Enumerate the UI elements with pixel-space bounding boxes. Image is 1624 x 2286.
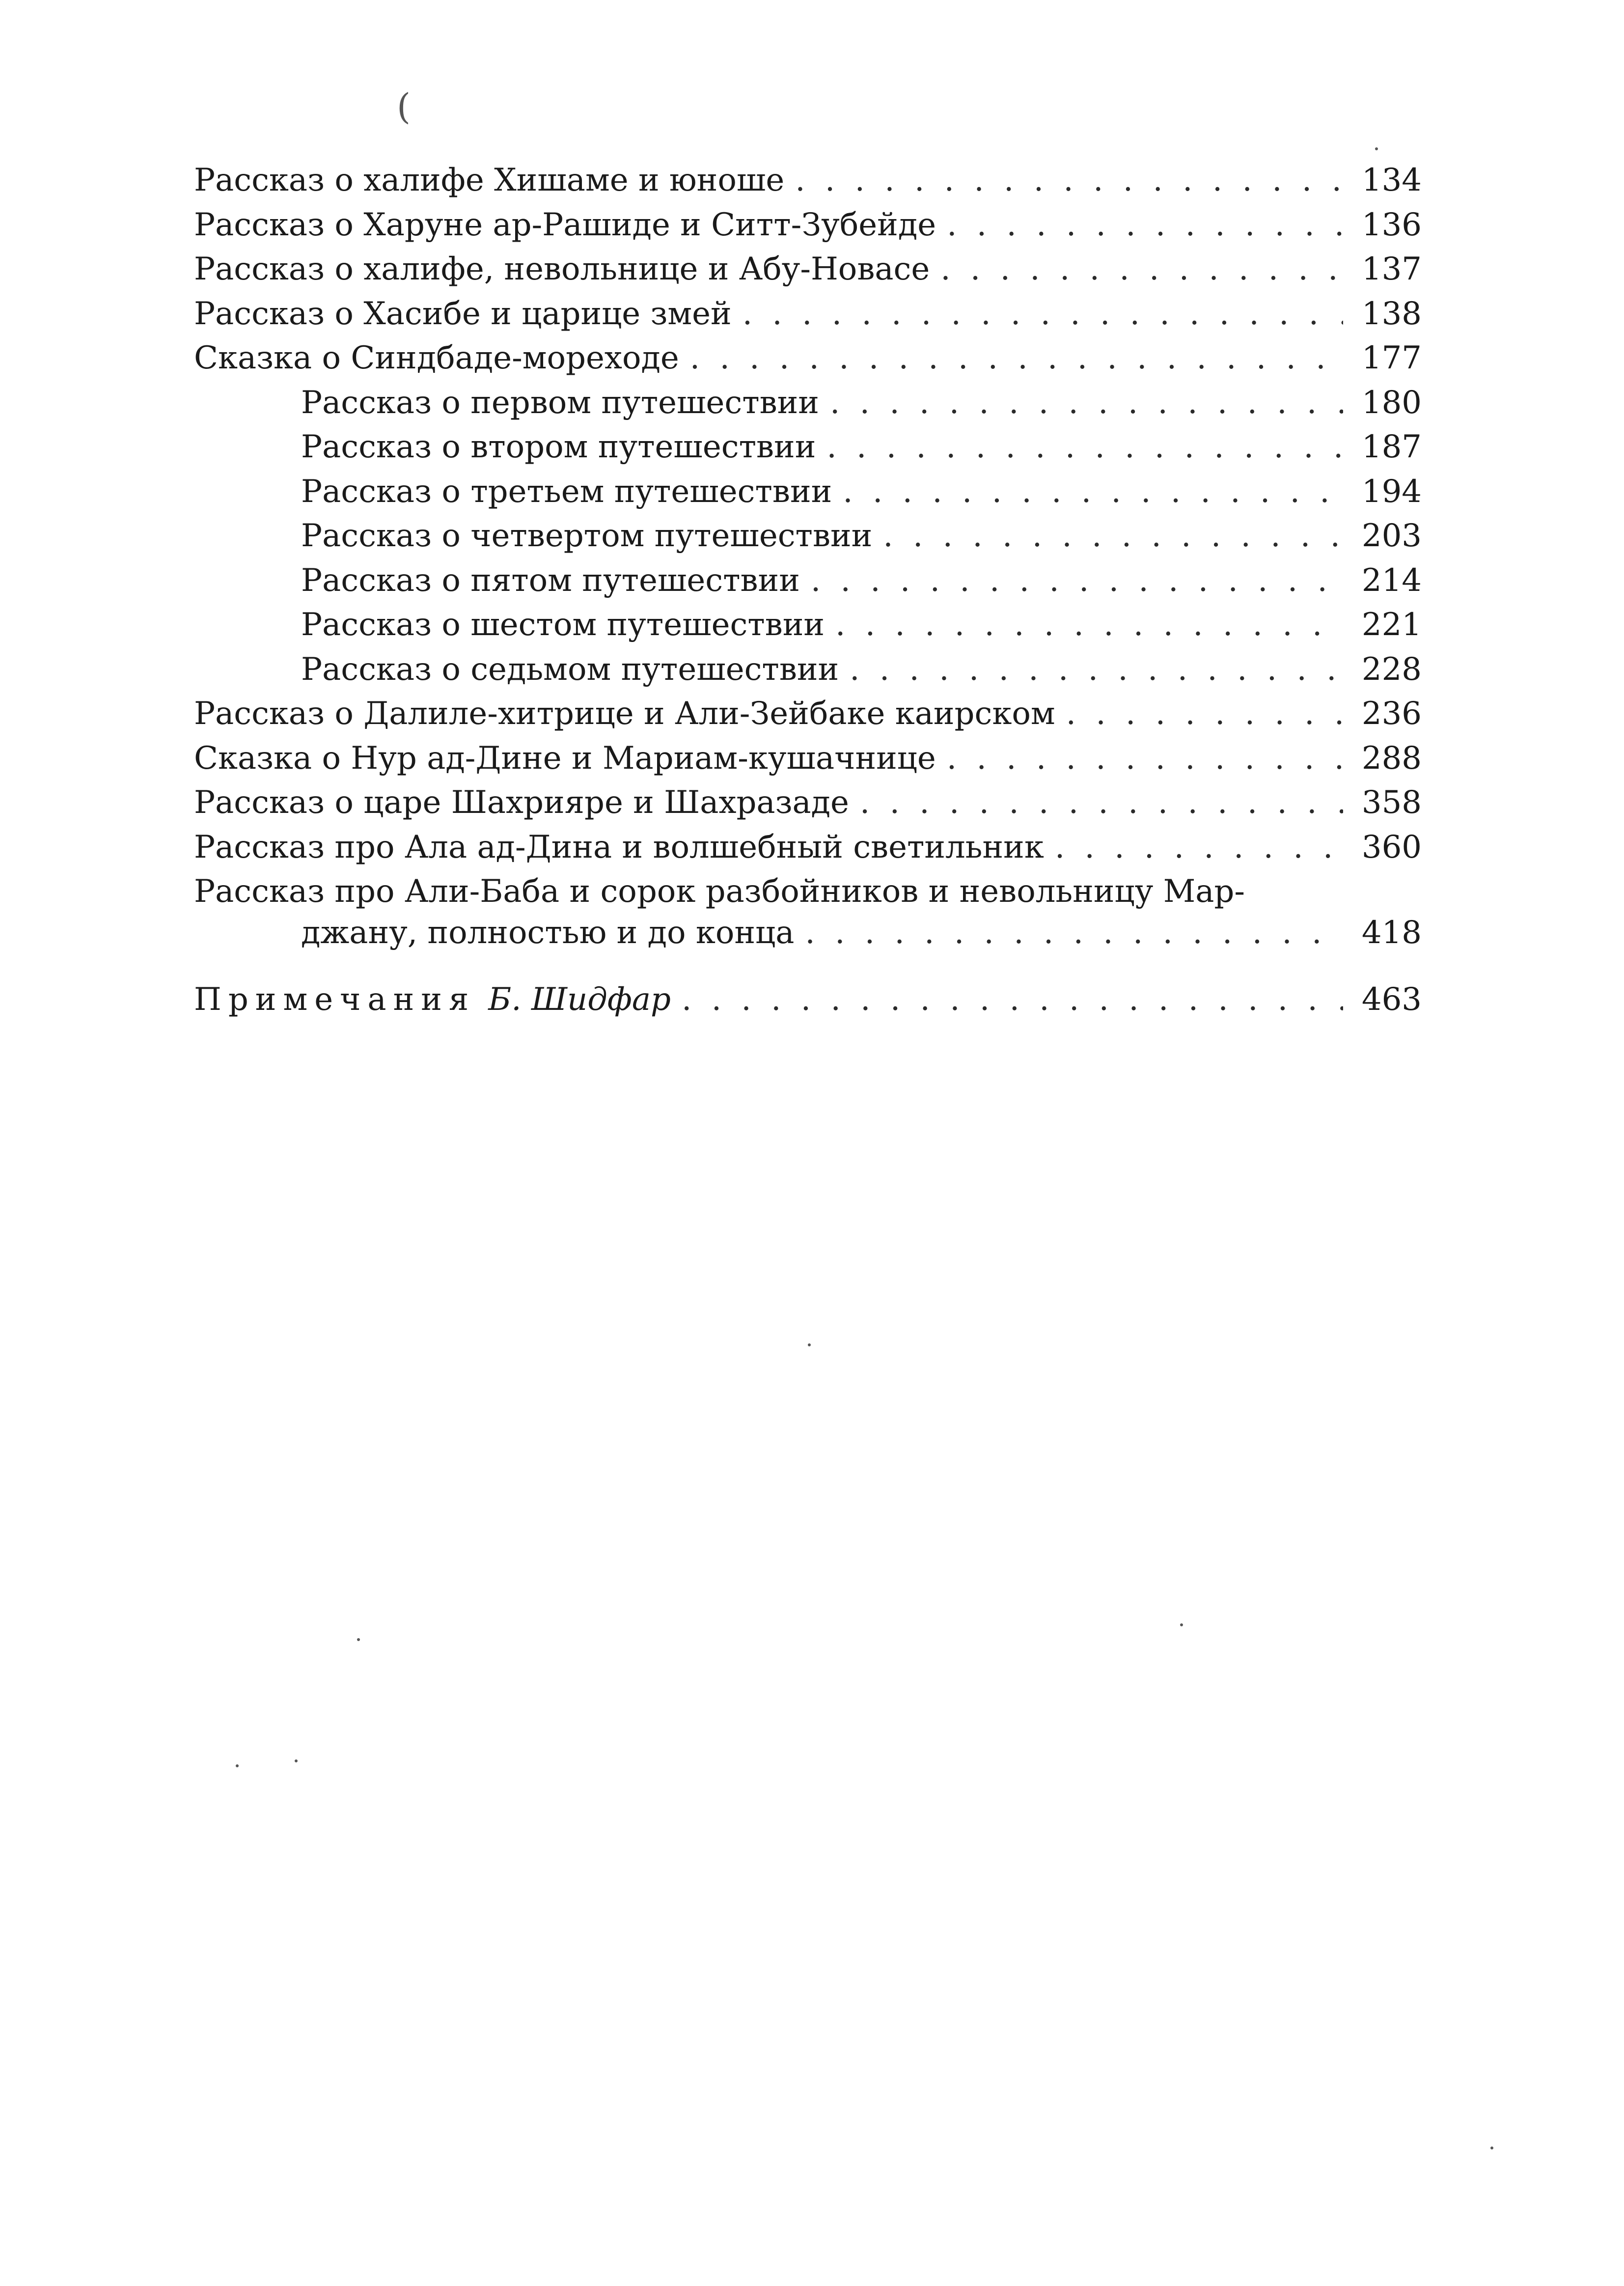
toc-entry-multiline[interactable] — [194, 869, 1422, 952]
toc-entry-title-line1: Рассказ про Али-Баба и сорок разбойников и невольницу Мар- — [194, 873, 1245, 910]
toc-subentry[interactable] — [194, 381, 1422, 425]
toc-subentry[interactable] — [194, 514, 1422, 558]
toc-entry-page: 360 — [1361, 829, 1422, 865]
toc-entry-page: 134 — [1361, 162, 1422, 198]
toc-entry-line2 — [194, 914, 1422, 952]
toc-subentry[interactable] — [194, 470, 1422, 514]
toc-entry-page: 187 — [1361, 429, 1422, 465]
dot-leader — [849, 781, 1343, 825]
toc-entry-page: 138 — [1361, 295, 1422, 332]
dot-leader — [1044, 825, 1343, 870]
toc-entry-page: 203 — [1361, 518, 1422, 554]
toc-entry[interactable] — [194, 781, 1422, 825]
scan-speck — [808, 1343, 811, 1346]
toc-entry[interactable] — [194, 825, 1422, 870]
toc-entry[interactable] — [194, 247, 1422, 292]
toc-entry-title: Рассказ о халифе, невольнице и Абу-Новасе — [194, 251, 930, 287]
toc-entry-page: 137 — [1361, 251, 1422, 287]
toc-entry-title: Рассказ о втором путешествии — [301, 429, 816, 465]
toc-entry-title: Рассказ о седьмом путешествии — [301, 651, 839, 688]
toc-subentry[interactable] — [194, 425, 1422, 470]
scan-speck — [1375, 147, 1378, 150]
toc-entry-title: Рассказ о четвертом путешествии — [301, 518, 873, 554]
toc-entry-page: 228 — [1361, 651, 1422, 688]
toc-entry-title: Сказка о Синдбаде-мореходе — [194, 340, 679, 376]
toc-entry-page: 221 — [1361, 607, 1422, 643]
toc-entry-title: Рассказ о халифе Хишаме и юноше — [194, 162, 785, 198]
toc-entry-title: Рассказ о Хасибе и царице змей — [194, 295, 732, 332]
toc-entry-title: Сказка о Нур ад-Дине и Мариам-кушачнице — [194, 740, 936, 777]
toc-entry[interactable] — [194, 158, 1422, 203]
dot-leader — [800, 558, 1343, 603]
toc-entry-title: Рассказ о Далиле-хитрице и Али-Зейбаке каирском — [194, 696, 1055, 732]
scan-speck — [295, 1759, 298, 1762]
dot-leader — [794, 914, 1343, 952]
toc-entry-title: Рассказ о шестом путешествии — [301, 607, 825, 643]
dot-leader — [784, 158, 1343, 203]
dot-leader — [816, 425, 1343, 470]
scan-speck — [236, 1764, 239, 1767]
toc-entry-title: Рассказ про Ала ад-Дина и волшебный светильник — [194, 829, 1044, 865]
scan-speck — [357, 1638, 360, 1641]
toc-entry-page: 136 — [1361, 206, 1422, 243]
toc-entry[interactable] — [194, 203, 1422, 248]
toc-subentry[interactable] — [194, 647, 1422, 692]
toc-entry-page: 214 — [1361, 562, 1422, 599]
dot-leader — [679, 336, 1343, 381]
toc-entry[interactable] — [194, 736, 1422, 781]
stray-paren-mark: ( — [397, 86, 411, 127]
notes-page: 463 — [1361, 981, 1422, 1018]
toc-entry-page: 194 — [1361, 473, 1422, 510]
dot-leader — [872, 514, 1343, 558]
dot-leader — [732, 292, 1343, 336]
scan-speck — [1180, 1623, 1183, 1626]
dot-leader — [936, 203, 1343, 248]
toc-entry-title: Рассказ о первом путешествии — [301, 384, 819, 421]
toc-notes-entry[interactable] — [194, 977, 1422, 1022]
toc-entry-title: Рассказ о Харуне ар-Рашиде и Ситт-Зубейде — [194, 206, 936, 243]
scan-speck — [1490, 2147, 1493, 2149]
dot-leader — [936, 736, 1343, 781]
toc-subentry[interactable] — [194, 558, 1422, 603]
toc-entry[interactable] — [194, 292, 1422, 336]
toc-entry[interactable] — [194, 692, 1422, 736]
dot-leader — [839, 647, 1343, 692]
table-of-contents — [194, 158, 1422, 1022]
dot-leader — [819, 381, 1343, 425]
toc-entry-page: 180 — [1361, 384, 1422, 421]
notes-author: Б. Шидфар — [488, 981, 671, 1018]
toc-entry-title: Рассказ о пятом путешествии — [301, 562, 800, 599]
toc-entry[interactable] — [194, 336, 1422, 381]
dot-leader — [930, 247, 1343, 292]
toc-entry-title-line2: джану, полностью и до конца — [301, 915, 795, 951]
dot-leader — [825, 603, 1343, 647]
toc-entry-page: 288 — [1361, 740, 1422, 777]
toc-entry-title: Рассказ о третьем путешествии — [301, 473, 832, 510]
toc-entry-title: Рассказ о царе Шахрияре и Шахразаде — [194, 784, 849, 821]
dot-leader — [671, 977, 1343, 1022]
toc-entry-page: 177 — [1361, 340, 1422, 376]
dot-leader — [1055, 692, 1343, 736]
toc-subentry[interactable] — [194, 603, 1422, 647]
dot-leader — [832, 470, 1343, 514]
toc-entry-page: 418 — [1361, 915, 1422, 951]
notes-label: Примечания — [194, 981, 476, 1018]
toc-entry-page: 358 — [1361, 784, 1422, 821]
toc-entry-page: 236 — [1361, 696, 1422, 732]
